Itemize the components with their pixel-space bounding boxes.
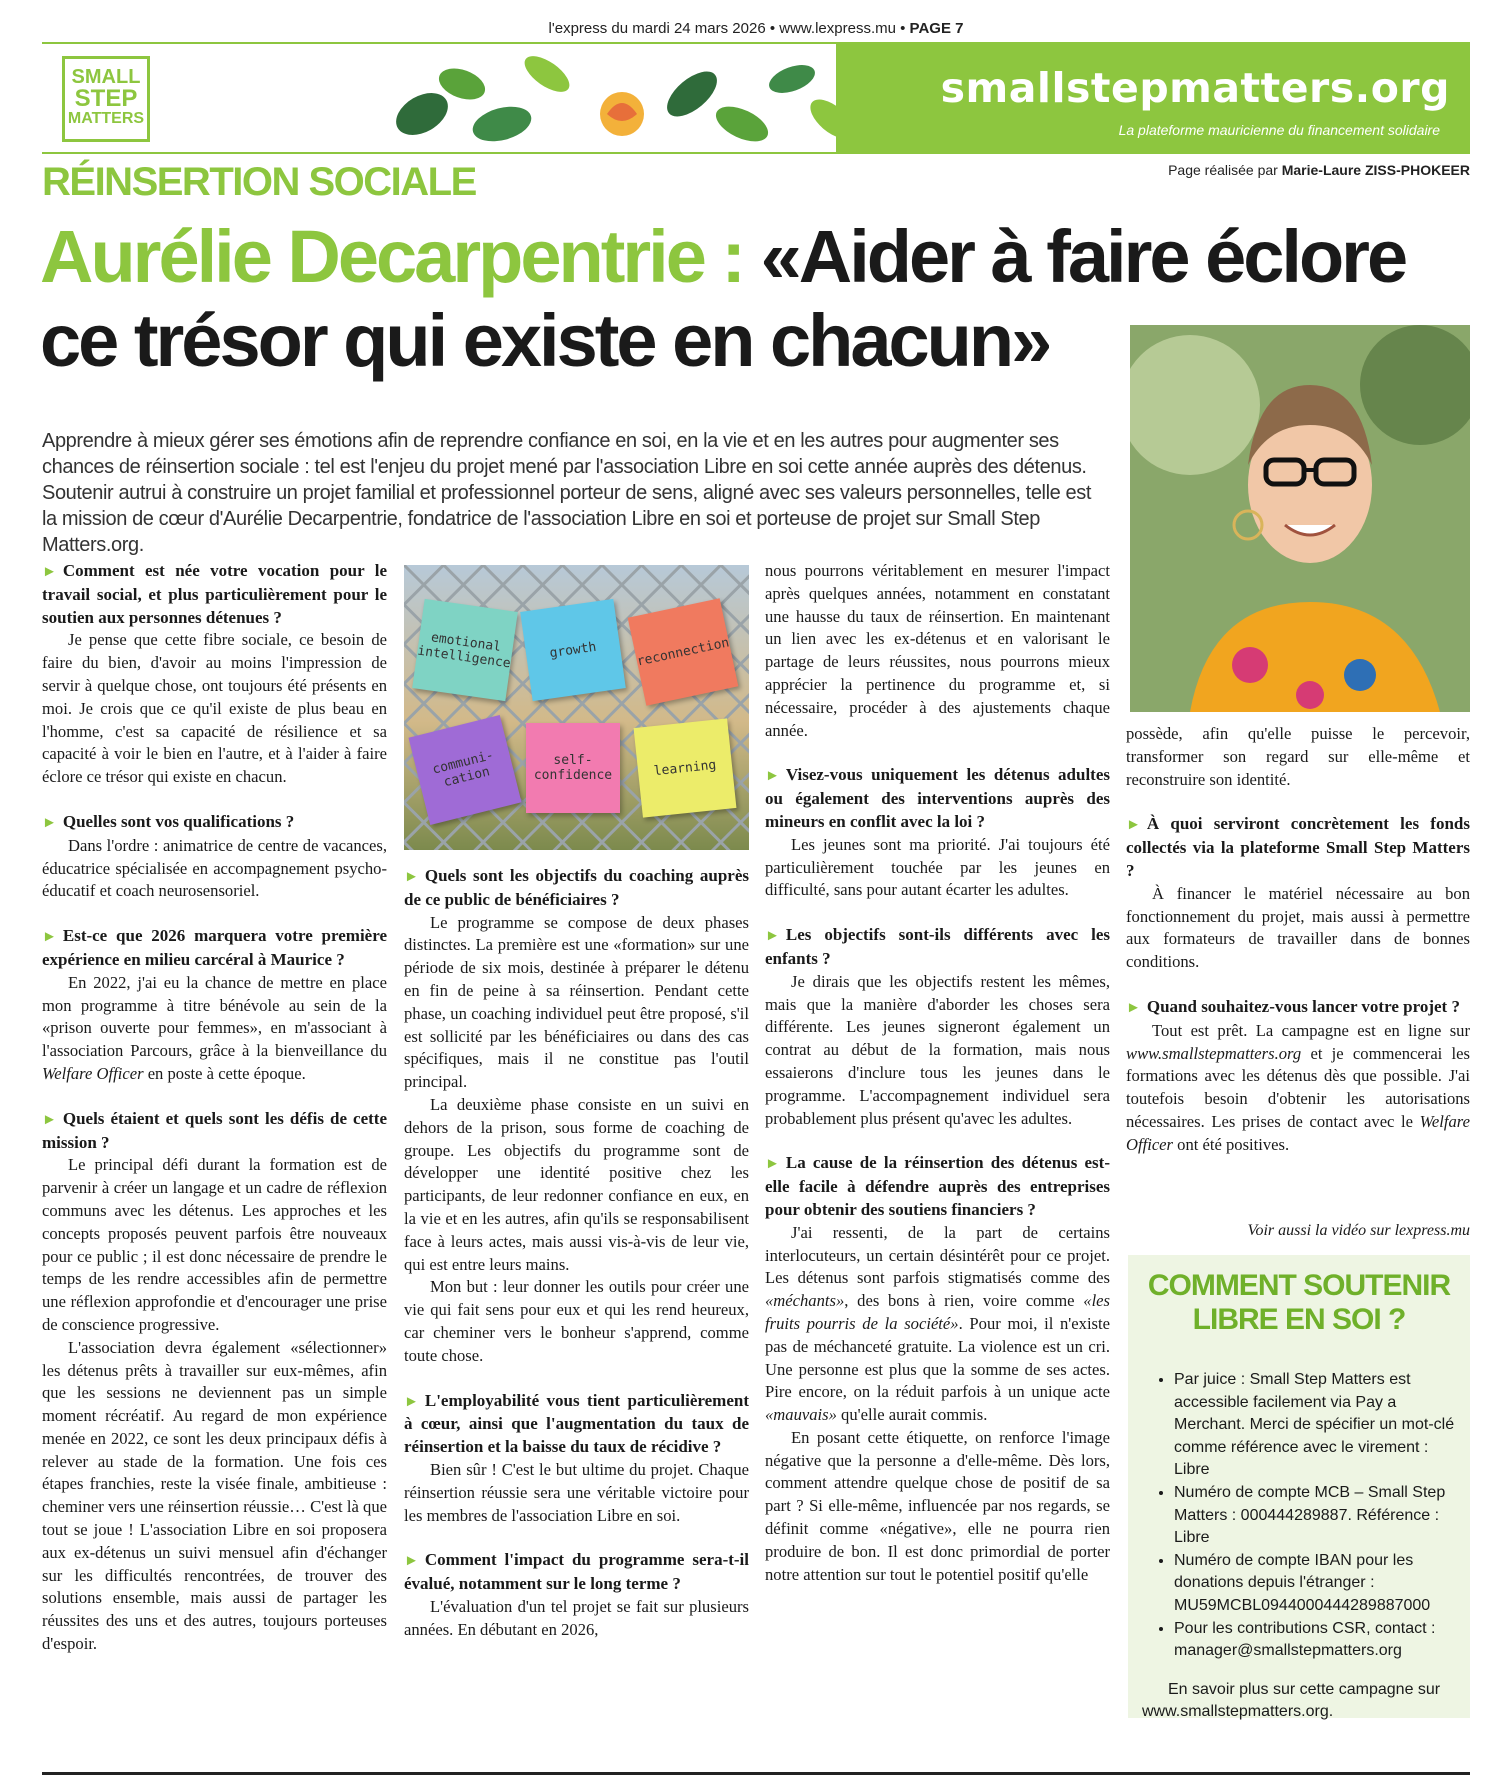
headline-name: Aurélie Decarpentrie : [40, 215, 744, 298]
sidebar-title-line2: LIBRE EN SOI ? [1192, 1303, 1406, 1336]
question-text: L'employabilité vous tient particulièrement à cœur, ainsi que l'augmentation du taux de réinsertion et la baisse du taux de récidive ? [404, 1390, 749, 1457]
folio-text: l'express du mardi 24 mars 2026 • www.lexpress.mu • [548, 20, 910, 37]
question-text: Comment l'impact du programme sera-t-il évalué, notamment sur le long terme ? [404, 1550, 749, 1594]
website-link[interactable]: www.smallstepmatters.org [1126, 1043, 1302, 1063]
answer-paragraph: nous pourrons véritablement en mesurer l'impact après quelques années, notamment en constatant une hausse du taux de réinsertion. En maintenant un lien avec les ex-détenus et en valorisant le partage de leurs réussites, nous pourrons mieux apprécier la pertinence du programme et, si nécessaire, procéder à des ajustements chaque année. [765, 561, 1110, 740]
arrow-icon: ► [765, 768, 780, 785]
arrow-icon: ► [42, 1111, 57, 1128]
question [404, 1549, 749, 1596]
arrow-icon: ► [404, 1393, 419, 1410]
brand-tagline: La plateforme mauricienne du financement solidaire [1118, 122, 1440, 138]
question [1126, 813, 1470, 882]
question [404, 1390, 749, 1459]
question-text: Quels sont les objectifs du coaching auprès de ce public de bénéficiaires ? [404, 866, 749, 909]
answer-paragraph: Les jeunes sont ma priorité. J'ai toujours été particulièrement touchée par les jeunes en difficulté, sans pour autant écarter les adultes. [765, 834, 1110, 900]
sidebar-title-line1: COMMENT SOUTENIR [1147, 1269, 1451, 1302]
text-run: Tout est prêt. La campagne est en ligne sur [1152, 1020, 1470, 1040]
text-run: en poste à cette époque. [143, 1063, 306, 1083]
folio-page: PAGE 7 [909, 20, 964, 37]
text-run: ont été positives. [1173, 1134, 1290, 1154]
answer-paragraph [1126, 1020, 1470, 1157]
list-item: • Numéro de compte MCB – Small Step Matters : 000444289887. Référence : Libre [1174, 1482, 1460, 1550]
sticky-notes-photo [404, 565, 749, 850]
leaves-illustration [382, 44, 862, 154]
folio [0, 20, 1512, 37]
sticky-note: self-confidence [526, 723, 620, 813]
text-run: , des bons à rien, voire comme [844, 1291, 1084, 1311]
question [42, 560, 387, 629]
headline-quote-part1: «Aider à faire éclore [743, 215, 1406, 298]
question-text: Les objectifs sont-ils différents avec les enfants ? [765, 925, 1110, 968]
footer-rule [42, 1772, 1470, 1775]
support-list [1128, 1369, 1470, 1663]
question-text: Quelles sont vos qualifications ? [62, 811, 295, 831]
video-note: Voir aussi la vidéo sur lexpress.mu [1247, 1222, 1470, 1239]
answer-paragraph: Mon but : leur donner les outils pour créer une vie qui fait sens pour eux et qui les rend heureux, car cheminer vers le bonheur s'apprend, comme toute chose. [404, 1277, 749, 1365]
arrow-icon: ► [765, 1156, 780, 1173]
list-item: • Numéro de compte IBAN pour les donations depuis l'étranger : MU59MCBL0944000444289887000 [1174, 1550, 1460, 1618]
question-text: La cause de la réinsertion des détenus est-elle facile à défendre auprès des entreprises pour obtenir des soutiens financiers ? [765, 1153, 1110, 1219]
question-text: Est-ce que 2026 marquera votre première expérience en milieu carcéral à Maurice ? [42, 926, 387, 969]
arrow-icon: ► [404, 1553, 419, 1570]
italic-text-run: Welfare Officer [42, 1063, 144, 1083]
question-text: Quels étaient et quels sont les défis de cette mission ? [42, 1108, 387, 1152]
arrow-icon: ► [42, 814, 57, 831]
support-sidebar [1128, 1255, 1470, 1718]
answer-paragraph: L'évaluation d'un tel projet se fait sur plusieurs années. En débutant en 2026, [404, 1596, 749, 1639]
answer-paragraph: La deuxième phase consiste en un suivi en dehors de la prison, sous forme de coaching de groupe. Les objectifs du programme sont de développer une identité positive chez les participants, de leur redonner confiance en eux, en la vie et en les autres, afin qu'ils se responsabilisent face à leurs actes, mais aussi vis-à-vis de leur vie, qui est entre leurs mains. [404, 1094, 749, 1274]
logo-line2: STEP [74, 85, 138, 112]
answer-paragraph: Le principal défi durant la formation est de parvenir à créer un langage et un cadre de réflexion communs avec les détenus. Les approches et les concepts proposés peuvent parfois être nouveaux pour ce public ; il est donc nécessaire de prendre le temps de les rendre accessibles afin de permettre une réflexion approfondie et d'encourager une prise de conscience progressive. [42, 1155, 387, 1334]
text-run: et je commencerai les formations avec les détenus dès que possible. J'ai toutefois besoin d'obtenir les autorisations nécessaires. Les prises de contact avec le [1126, 1043, 1470, 1131]
portrait-photo [1130, 325, 1470, 712]
small-step-matters-logo [62, 56, 150, 142]
question-text: Quand souhaitez-vous lancer votre projet ? [1146, 996, 1460, 1016]
question-text: À quoi serviront concrètement les fonds collectés via la plateforme Small Step Matters ? [1126, 814, 1470, 880]
brand-box [836, 44, 1470, 152]
banner [42, 42, 1470, 154]
answer-paragraph: Le programme se compose de deux phases distinctes. La première est une «formation» sur une période de six mois, destinée à préparer le détenu en fin de peine à sa réinsertion. Pendant cette phase, un coaching individuel peut être proposé, s'il est sollicité par les bénéficiaires ou dans des cas spécifiques, mais il ne constitue pas l'outil principal. [404, 912, 749, 1092]
logo-line1: SMALL [71, 66, 141, 88]
answer-paragraph: Je dirais que les objectifs restent les mêmes, mais que la manière d'aborder les choses sera différente. Les jeunes signeront également un contrat au début de la formation, mais nous essaierons d'inclure tous les jeunes dans le programme. L'accompagnement individuel sera probablement plus présent qu'avec les adultes. [765, 971, 1110, 1128]
portrait-illustration [1130, 325, 1470, 712]
arrow-icon: ► [42, 564, 57, 580]
arrow-icon: ► [765, 928, 780, 945]
text-run: J'ai ressenti, de la part de certains interlocuteurs, un certain désintérêt pour ce projet. Les détenus sont parfois stigmatisés comme des [765, 1222, 1110, 1288]
arrow-icon: ► [1126, 999, 1141, 1016]
answer-paragraph: Dans l'ordre : animatrice de centre de vacances, éducatrice spécialisée en accompagnement psycho-éducatif et coach neurosensoriel. [42, 835, 387, 901]
question-text: Comment est née votre vocation pour le travail social, et plus particulièrement pour le soutien aux personnes détenues ? [42, 561, 387, 627]
question [42, 925, 387, 972]
answer-paragraph: À financer le matériel nécessaire au bon fonctionnement du projet, mais aussi à permettre aux formateurs de travailler dans de bonnes conditions. [1126, 883, 1470, 972]
credit-prefix: Page réalisée par [1168, 162, 1282, 178]
headline-quote-part2: ce trésor qui existe en chacun» [40, 299, 1050, 382]
column-4 [1126, 723, 1470, 1157]
list-item: • Par juice : Small Step Matters est accessible facilement via Pay a Merchant. Merci de spécifier un mot-clé comme référence avec le virement : Libre [1174, 1369, 1460, 1482]
italic-text-run: Welfare Officer [1126, 1111, 1470, 1154]
sticky-note: emotional intelligence [412, 599, 518, 701]
credit-author: Marie-Laure ZISS-PHOKEER [1281, 162, 1470, 178]
question [765, 1152, 1110, 1221]
column-3 [765, 560, 1110, 1586]
sticky-note: growth [520, 599, 626, 701]
question [404, 865, 749, 912]
column-1 [42, 560, 387, 1656]
brand-title: smallstepmatters.org [940, 64, 1450, 112]
sidebar-more-info: En savoir plus sur cette campagne sur www.smallstepmatters.org. [1142, 1680, 1441, 1720]
answer-paragraph: Je pense que cette fibre sociale, ce besoin de faire du bien, d'avoir au moins l'impression de servir à quelque chose, ont toujours été présents en moi. Je crois que ce qu'il existe de plus beau en l'homme, c'est sa capacité de résilience et sa capacité à voir le bien en l'autre, et à l'aider à faire éclore ce trésor qui existe en chacun. [42, 630, 387, 787]
text-run: En 2022, j'ai eu la chance de mettre en place mon programme à titre bénévole au sein de la «prison ouverte pour femmes», en m'associant à l'association Parcours, grâce à la bienveillance du [42, 972, 387, 1061]
question [42, 1108, 387, 1155]
text-run: qu'elle aurait commis. [836, 1405, 988, 1425]
section-label: RÉINSERTION SOCIALE [42, 160, 476, 204]
arrow-icon: ► [42, 929, 57, 946]
sidebar-title [1128, 1269, 1470, 1337]
answer-paragraph: L'association devra également «sélectionner» les détenus prêts à travailler sur eux-mêmes, afin que les sessions ne deviennent pas un simple moment récréatif. Au regard de mon expérience menée en 2022, ce sont les deux principaux défis à relever au stade de la formation. Une fois ces étapes franchies, reste la visée finale, ambitieuse : cheminer vers une réinsertion réussie… C'est là que tout se joue ! L'association Libre en soi proposera aux ex-détenus un suivi mensuel afin d'échanger sur les difficultés rencontrées, de trouver des solutions ensemble, mais aussi de partager les réussites des uns et des autres, toujours porteuses d'espoir. [42, 1337, 387, 1654]
arrow-icon: ► [1126, 817, 1141, 834]
question-text: Visez-vous uniquement les détenus adultes ou également des interventions auprès des mineurs en conflit avec la loi ? [765, 765, 1110, 831]
answer-paragraph: possède, afin qu'elle puisse le percevoir, transformer son regard sur elle-même et reconstruire son identité. [1126, 724, 1470, 789]
italic-text-run: «les fruits pourris de la société» [765, 1291, 1110, 1333]
arrow-icon: ► [404, 869, 419, 885]
question [1126, 996, 1470, 1020]
answer-paragraph: Bien sûr ! C'est le but ultime du projet. Chaque réinsertion réussie sera une véritable victoire pour les membres de l'association Libre en soi. [404, 1459, 749, 1525]
italic-text-run: «mauvais» [765, 1405, 837, 1425]
answer-paragraph [765, 1222, 1110, 1427]
answer-paragraph [42, 972, 387, 1086]
sticky-note: learning [634, 718, 737, 817]
logo-line3: MATTERS [67, 110, 145, 127]
sticky-note: communi-cation [409, 715, 522, 825]
answer-paragraph: En posant cette étiquette, on renforce l'image négative que la personne a d'elle-même. Dès lors, comment attendre quelque chose de positif de sa part ? Si elle-même, influencée par nos regards, se définit comme «négative», elle ne pourra rien produire de bon. Il est donc primordial de porter notre attention sur tout le potentiel positif qu'elle [765, 1427, 1110, 1584]
list-item: • Pour les contributions CSR, contact : manager@smallstepmatters.org [1174, 1618, 1460, 1663]
intro-paragraph: Apprendre à mieux gérer ses émotions afin de reprendre confiance en soi, en la vie et en les autres pour augmenter ses chances de réinsertion sociale : tel est l'enjeu du projet mené par l'association Libre en soi cette année auprès des détenus. Soutenir autrui à construire un projet familial et professionnel porteur de sens, aligné avec ses valeurs personnelles, telle est la mission de cœur d'Aurélie Decarpentrie, fondatrice de l'association Libre en soi et porteuse de projet sur Small Step Matters.org. [42, 430, 1092, 556]
text-run: . Pour moi, il n'existe pas de méchanceté gratuite. La violence est un cri. Une personne est plus que la somme de ses actes. Pire encore, on la réduit parfois à un unique acte [765, 1313, 1110, 1402]
italic-text-run: «méchants» [765, 1291, 845, 1311]
page-credit [1168, 162, 1470, 178]
column-2 [404, 865, 749, 1642]
sticky-note: reconnection [628, 598, 739, 706]
question [765, 924, 1110, 971]
question [42, 811, 387, 835]
question [765, 764, 1110, 833]
